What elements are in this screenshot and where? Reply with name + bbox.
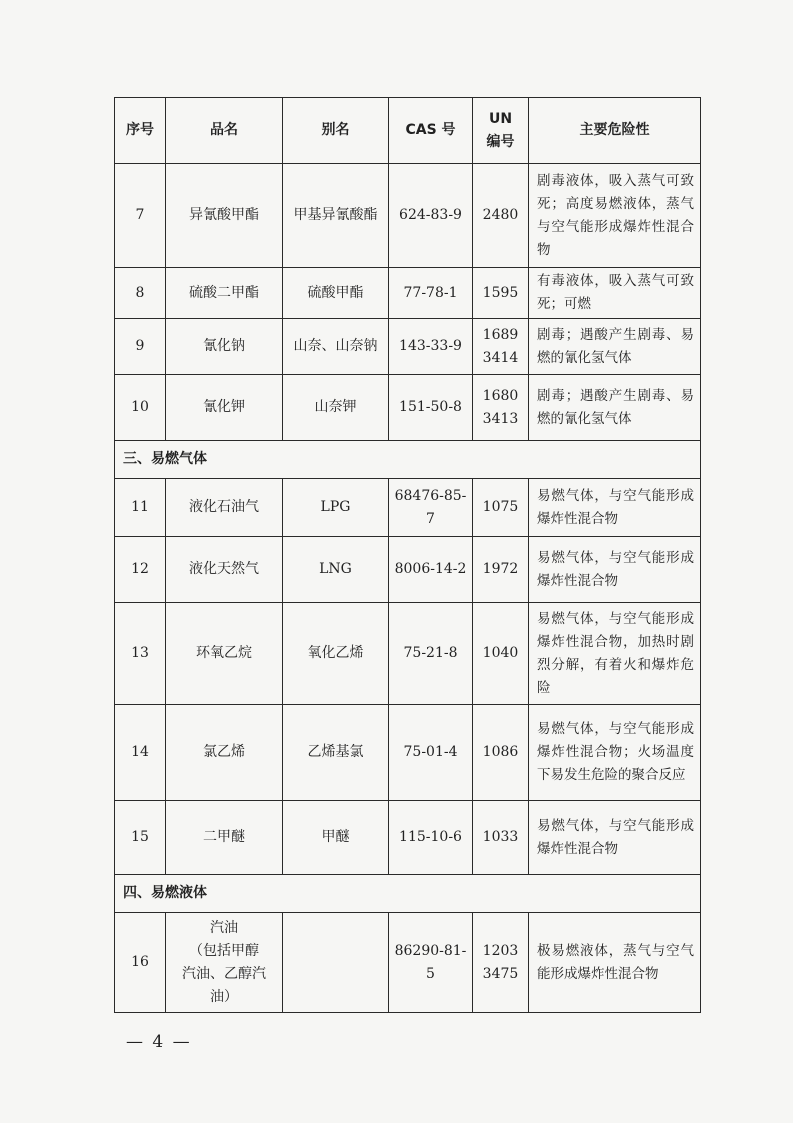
cell-name: 液化石油气 [166,479,283,537]
cell-cas: 75-01-4 [389,705,473,801]
section-row [115,875,701,913]
cell-un: 1086 [473,705,529,801]
cell-un: 1033 [473,801,529,875]
cell-name: 液化天然气 [166,537,283,603]
cell-cas: 68476-85- 7 [389,479,473,537]
cell-no: 11 [115,479,166,537]
table-row [115,268,701,319]
cell-alias: 甲醚 [283,801,389,875]
cell-name: 氰化钠 [166,319,283,375]
page-number: — 4 — [126,1032,192,1052]
cell-hazard: 易燃气体，与空气能形成爆炸性混合物 [529,479,701,537]
cell-name: 氯乙烯 [166,705,283,801]
cell-hazard: 剧毒；遇酸产生剧毒、易燃的氰化氢气体 [529,319,701,375]
cell-alias: 山奈钾 [283,375,389,441]
cell-alias: 乙烯基氯 [283,705,389,801]
cell-un: 1595 [473,268,529,319]
header-no: 序号 [115,98,166,164]
cell-no: 8 [115,268,166,319]
cell-no: 10 [115,375,166,441]
header-hazard: 主要危险性 [529,98,701,164]
cell-name: 异氰酸甲酯 [166,164,283,268]
cell-alias: LNG [283,537,389,603]
cell-hazard: 易燃气体，与空气能形成爆炸性混合物，加热时剧烈分解，有着火和爆炸危险 [529,603,701,705]
table-row [115,479,701,537]
table-row [115,913,701,1013]
cell-alias: LPG [283,479,389,537]
table-row [115,705,701,801]
cell-un: 1075 [473,479,529,537]
cell-cas: 151-50-8 [389,375,473,441]
cell-name: 氰化钾 [166,375,283,441]
cell-cas: 115-10-6 [389,801,473,875]
cell-un: 2480 [473,164,529,268]
cell-hazard: 剧毒液体，吸入蒸气可致死；高度易燃液体，蒸气与空气能形成爆炸性混合物 [529,164,701,268]
cell-un: 1689 3414 [473,319,529,375]
table-body [115,164,701,1013]
cell-hazard: 极易燃液体，蒸气与空气能形成爆炸性混合物 [529,913,701,1013]
header-alias: 别名 [283,98,389,164]
cell-no: 16 [115,913,166,1013]
table-row [115,164,701,268]
cell-no: 12 [115,537,166,603]
cell-cas: 8006-14-2 [389,537,473,603]
section-row [115,441,701,479]
cell-name: 汽油 （包括甲醇 汽油、乙醇汽 油） [166,913,283,1013]
cell-alias: 山奈、山奈钠 [283,319,389,375]
section-label: 四、易燃液体 [115,875,701,913]
cell-hazard: 有毒液体，吸入蒸气可致死；可燃 [529,268,701,319]
table-row [115,603,701,705]
cell-no: 14 [115,705,166,801]
cell-cas: 86290-81- 5 [389,913,473,1013]
cell-un: 1040 [473,603,529,705]
cell-cas: 624-83-9 [389,164,473,268]
cell-name: 二甲醚 [166,801,283,875]
section-label: 三、易燃气体 [115,441,701,479]
cell-hazard: 易燃气体，与空气能形成爆炸性混合物 [529,537,701,603]
cell-hazard: 易燃气体，与空气能形成爆炸性混合物；火场温度下易发生危险的聚合反应 [529,705,701,801]
cell-hazard: 易燃气体，与空气能形成爆炸性混合物 [529,801,701,875]
cell-cas: 75-21-8 [389,603,473,705]
cell-alias [283,913,389,1013]
table-row [115,537,701,603]
cell-no: 13 [115,603,166,705]
cell-no: 15 [115,801,166,875]
cell-no: 7 [115,164,166,268]
table-row [115,375,701,441]
cell-hazard: 剧毒；遇酸产生剧毒、易燃的氰化氢气体 [529,375,701,441]
cell-un: 1972 [473,537,529,603]
hazardous-chemicals-table [114,97,701,1013]
cell-cas: 77-78-1 [389,268,473,319]
cell-cas: 143-33-9 [389,319,473,375]
cell-alias: 硫酸甲酯 [283,268,389,319]
table-row [115,319,701,375]
cell-alias: 氧化乙烯 [283,603,389,705]
cell-un: 1680 3413 [473,375,529,441]
header-un: UN 编号 [473,98,529,164]
header-cas: CAS 号 [389,98,473,164]
cell-name: 环氧乙烷 [166,603,283,705]
table-header-row [115,98,701,164]
header-name: 品名 [166,98,283,164]
cell-no: 9 [115,319,166,375]
cell-alias: 甲基异氰酸酯 [283,164,389,268]
table-row [115,801,701,875]
cell-un: 1203 3475 [473,913,529,1013]
cell-name: 硫酸二甲酯 [166,268,283,319]
